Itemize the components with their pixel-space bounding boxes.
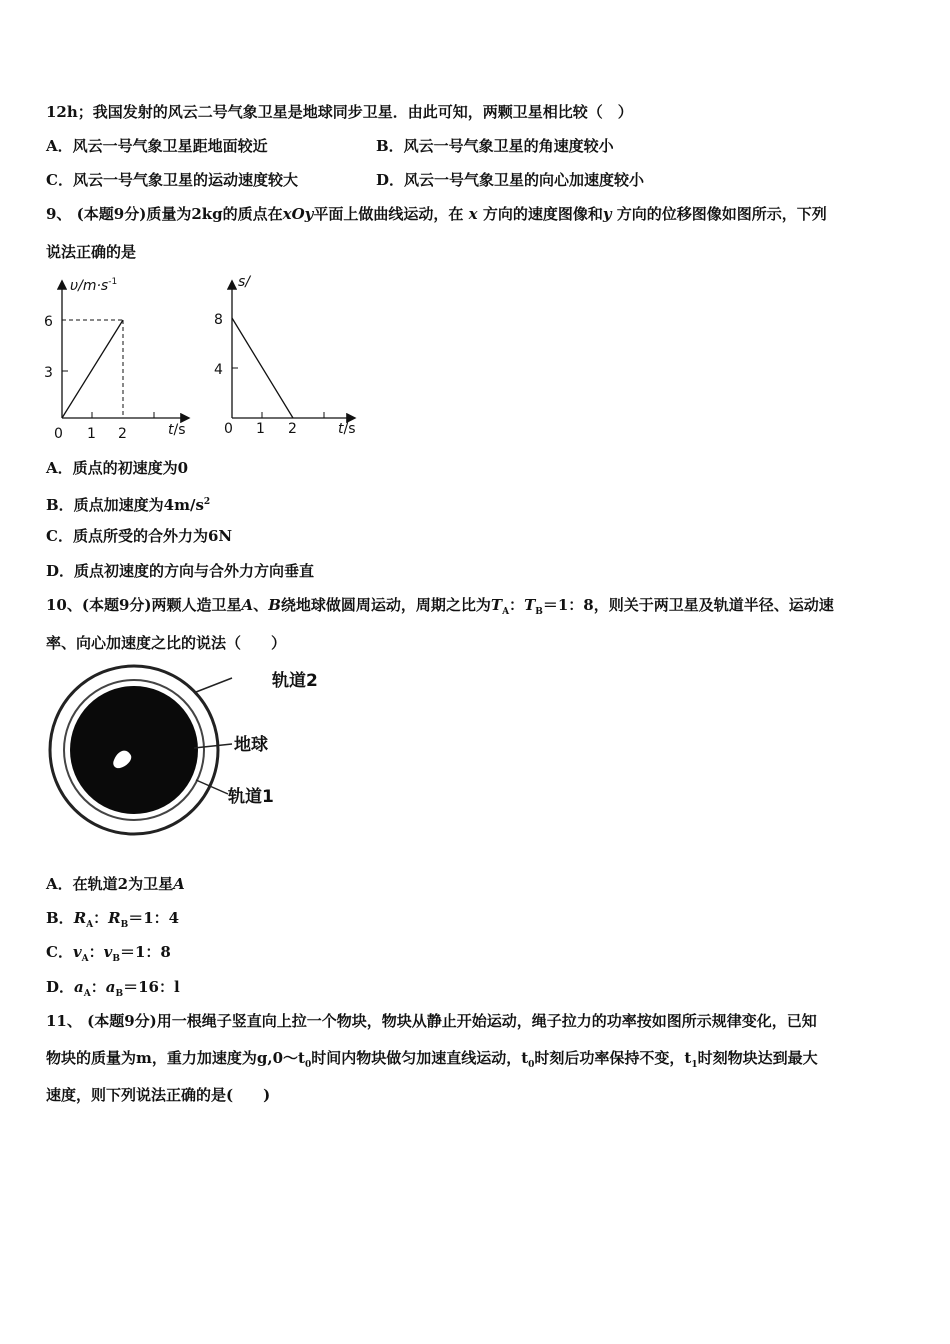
q10-var-a: a [105,978,116,996]
q9-option-b-text: B．质点加速度为4m/s [46,496,204,514]
q10-var-t: T [524,596,536,614]
q9-option-b [46,492,210,515]
q11-stem-line1 [46,1011,817,1031]
q10-option-d [46,977,180,1004]
pointer-orbit2 [196,678,232,692]
q10-sub: A [83,989,91,999]
v-graph-ytick-label: 6 [44,314,53,330]
q11-stem-part: 物块的质量为m，重力加速度为g,0～t [46,1049,305,1067]
s-graph-xtick-label: 1 [256,421,265,437]
q10-option-b-text: ： [93,909,109,927]
q10-option-d-text: ＝16：l [123,978,180,996]
q10-option-a-var: A [173,875,185,893]
q11-sub: 0 [528,1060,535,1070]
q11-stem-part: 时刻后功率保持不变，t [534,1049,692,1067]
q10-stem [46,595,834,622]
q9-stem-part: 方向的位移图像如图所示，下列 [616,205,827,223]
q10-var-b: B [268,596,281,614]
q11-stem-line3: 速度，则下列说法正确的是( ) [46,1086,271,1104]
q9-option-b-exponent: 2 [203,497,211,507]
q10-sub: B [115,989,124,999]
q10-sub: B [120,920,129,930]
q9-stem-part: 质量为2kg的质点在 [146,205,283,223]
q10-option-a [46,874,185,894]
earth [70,686,198,814]
velocity-time-graph [40,270,200,448]
q10-option-d-text: ： [90,978,106,996]
s-graph-line [232,318,293,418]
s-graph-xtick-label: 0 [224,421,233,437]
q9-var-y: y [602,205,612,223]
q9-stem [46,204,827,224]
v-graph-xtick-label: 0 [54,426,63,442]
q10-var-a: A [241,596,254,614]
q10-option-b [46,908,179,935]
s-graph-ytick-label: 8 [214,312,223,328]
q11-stem-line2 [46,1048,818,1075]
q10-option-c [46,942,171,969]
q10-option-a-text: A．在轨道2为卫星 [46,875,174,893]
v-graph-xtick-label: 1 [87,426,96,442]
q11-sub: 1 [691,1060,698,1070]
q9-option-a: A．质点的初速度为0 [46,459,189,477]
q10-sub: A [86,920,94,930]
q10-stem-part: 、 [253,596,269,614]
q10-stem-part: ： [509,596,525,614]
q11-stem-part: 时间内物块做匀加速直线运动，t [311,1049,529,1067]
q8-stem: 12h；我国发射的风云二号气象卫星是地球同步卫星．由此可知，两颗卫星相比较（ ） [46,103,633,121]
q10-number: 10、 [46,596,82,614]
s-graph-xlabel: t/s [338,421,356,437]
q10-stem-part: 绕地球做圆周运动，周期之比为 [280,596,491,614]
s-graph-ylabel: s/ [238,274,251,290]
q9-number: 9、 [46,205,72,223]
q11-number: 11、 [46,1012,82,1030]
q10-option-c-text: ： [88,943,104,961]
q10-sub: A [81,954,89,964]
q10-stem-line2: 率、向心加速度之比的说法（ ） [46,634,287,652]
q9-option-d: D．质点初速度的方向与合外力方向垂直 [46,562,315,580]
q9-stem-part: 方向的速度图像和 [482,205,603,223]
q11-stem-part: 用一根绳子竖直向上拉一个物块，物块从静止开始运动，绳子拉力的功率按如图所示规律变化，已知 [156,1012,817,1030]
q8-option-d: D．风云一号气象卫星的向心加速度较小 [376,171,645,189]
v-graph-ytick-label: 3 [44,365,53,381]
q10-var-r: R [73,909,87,927]
q9-stem-part: 平面上做曲线运动，在 [313,205,464,223]
q8-option-a: A．风云一号气象卫星距地面较近 [46,137,268,155]
q10-var-a: a [74,978,84,996]
q10-stem-part: ＝1：8，则关于两卫星及轨道半径、运动速 [542,596,834,614]
q10-sub: A [502,607,510,617]
q9-var-xoy: xOy [282,205,314,223]
v-graph-line [62,320,123,418]
q10-option-b-text: ＝1：4 [128,909,180,927]
q10-option-c-text: C． [46,943,73,961]
s-graph-ytick-label: 4 [214,362,223,378]
orbit-figure [44,664,324,850]
q9-stem-line2: 说法正确的是 [46,243,137,261]
q8-option-c: C．风云一号气象卫星的运动速度较大 [46,171,298,189]
q9-option-c: C．质点所受的合外力为6N [46,527,233,545]
pointer-earth [194,744,232,748]
q10-option-c-text: ＝1：8 [120,943,171,961]
q8-option-b: B．风云一号气象卫星的角速度较小 [376,137,614,155]
q10-stem-part: 两颗人造卫星 [151,596,242,614]
displacement-time-graph [212,270,372,448]
q10-var-r: R [108,909,121,927]
q10-var-v: v [103,943,113,961]
q11-stem-part: 时刻物块达到最大 [697,1049,818,1067]
s-graph-xtick-label: 2 [288,421,297,437]
label-orbit1: 轨道1 [228,787,274,807]
v-graph-xtick-label: 2 [118,426,127,442]
q10-option-d-text: D． [46,978,75,996]
v-graph-ylabel: $\upsilon/m\cdot s^{-1}$ [70,277,118,294]
q10-var-v: v [72,943,82,961]
q10-option-b-text: B． [46,909,74,927]
label-earth: 地球 [234,735,268,755]
label-orbit2: 轨道2 [272,671,318,691]
q9-var-x: x [468,205,478,223]
v-graph-xlabel: t/s [168,422,186,438]
q10-sub: B [535,607,543,617]
q9-score: (本题9分) [76,205,147,223]
q10-sub: B [112,954,120,964]
q11-score: (本题9分) [87,1012,157,1030]
q10-var-t: T [490,596,503,614]
q10-score: (本题9分) [81,596,152,614]
q11-sub: 0 [304,1060,312,1070]
